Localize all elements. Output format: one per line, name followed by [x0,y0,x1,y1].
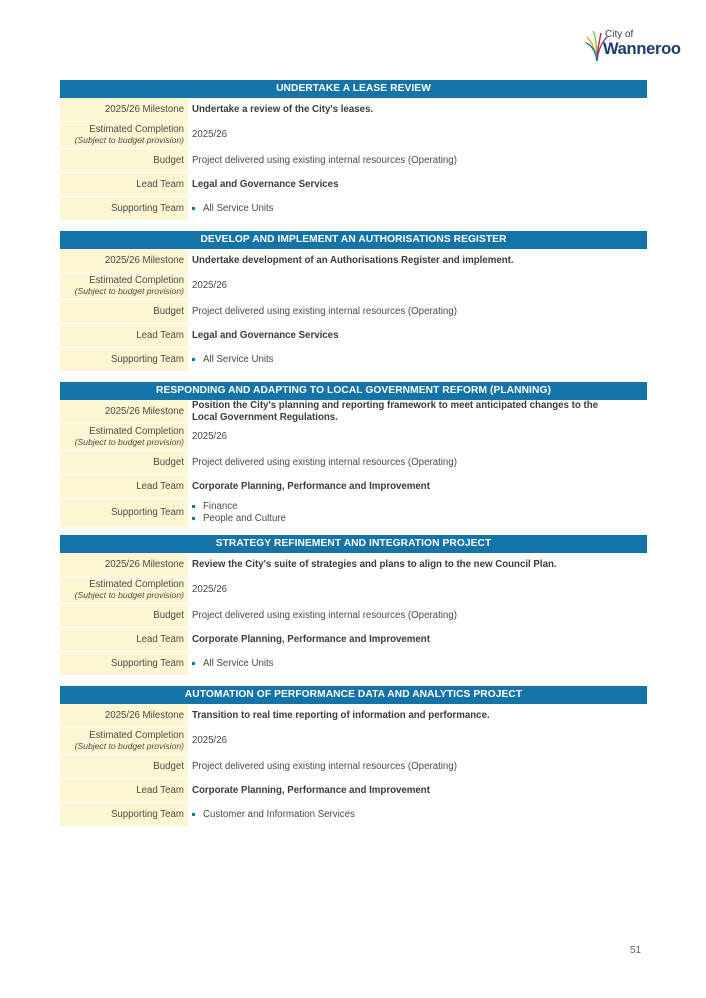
lead-label: Lead Team [60,779,188,802]
milestone-value: Undertake development of an Authorisations Register and implement. [192,254,514,266]
completion-row [60,273,647,300]
budget-row [60,755,647,779]
completion-value: 2025/26 [192,280,228,292]
completion-row [60,577,647,604]
budget-label: Budget [60,604,188,627]
supporting-item: All Service Units [192,658,274,670]
budget-label: Budget [60,451,188,474]
milestone-label: 2025/26 Milestone [60,249,188,272]
lead-label: Lead Team [60,173,188,196]
completion-row [60,728,647,755]
supporting-label: Supporting Team [60,803,188,826]
completion-label-text: Estimated Completion [89,729,184,741]
budget-value: Project delivered using existing internal resources (Operating) [192,154,457,166]
supporting-list [188,501,286,525]
completion-label [60,728,188,754]
lead-row [60,628,647,652]
budget-row [60,300,647,324]
budget-value: Project delivered using existing internal resources (Operating) [192,609,457,621]
lead-row [60,475,647,499]
section-title: UNDERTAKE A LEASE REVIEW [60,80,647,98]
lead-row [60,779,647,803]
supporting-list [188,354,274,366]
budget-value: Project delivered using existing internal resources (Operating) [192,760,457,772]
milestone-value: Review the City's suite of strategies and plans to align to the new Council Plan. [192,558,557,570]
project-section [60,535,647,676]
completion-row [60,424,647,451]
completion-value: 2025/26 [192,735,228,747]
completion-label-text: Estimated Completion [89,578,184,590]
supporting-label: Supporting Team [60,499,188,527]
lead-row [60,173,647,197]
lead-value: Corporate Planning, Performance and Improvement [192,480,430,492]
supporting-row [60,499,647,528]
supporting-item: Customer and Information Services [192,809,355,821]
project-section [60,231,647,372]
section-title: AUTOMATION OF PERFORMANCE DATA AND ANALYTICS PROJECT [60,686,647,704]
lead-label: Lead Team [60,324,188,347]
lead-value: Legal and Governance Services [192,329,339,341]
budget-label: Budget [60,300,188,323]
section-title: RESPONDING AND ADAPTING TO LOCAL GOVERNMENT REFORM (PLANNING) [60,382,647,400]
lead-value: Corporate Planning, Performance and Improvement [192,633,430,645]
budget-row [60,451,647,475]
milestone-row [60,249,647,273]
logo-city-text: City of [605,29,634,40]
page-number: 51 [630,945,642,956]
completion-label-sub: (Subject to budget provision) [74,741,184,751]
completion-label-text: Estimated Completion [89,425,184,437]
completion-label [60,273,188,299]
supporting-item: People and Culture [192,513,286,525]
project-section [60,80,647,221]
budget-row [60,604,647,628]
completion-label-text: Estimated Completion [89,274,184,286]
lead-row [60,324,647,348]
budget-label: Budget [60,149,188,172]
budget-value: Project delivered using existing internal resources (Operating) [192,305,457,317]
supporting-label: Supporting Team [60,652,188,675]
completion-row [60,122,647,149]
supporting-item: All Service Units [192,203,274,215]
milestone-row [60,704,647,728]
completion-label [60,577,188,603]
lead-value: Legal and Governance Services [192,178,339,190]
supporting-label: Supporting Team [60,197,188,220]
logo-name-text: Wanneroo [603,40,681,58]
completion-label-sub: (Subject to budget provision) [74,437,184,447]
lead-value: Corporate Planning, Performance and Improvement [192,784,430,796]
milestone-label: 2025/26 Milestone [60,553,188,576]
lead-label: Lead Team [60,475,188,498]
section-title: DEVELOP AND IMPLEMENT AN AUTHORISATIONS REGISTER [60,231,647,249]
supporting-list [188,203,274,215]
completion-label-sub: (Subject to budget provision) [74,590,184,600]
completion-value: 2025/26 [192,129,228,141]
completion-label-sub: (Subject to budget provision) [74,286,184,296]
completion-label [60,424,188,450]
milestone-label: 2025/26 Milestone [60,704,188,727]
supporting-row [60,197,647,221]
milestone-row [60,553,647,577]
completion-value: 2025/26 [192,584,228,596]
milestone-row [60,98,647,122]
section-title: STRATEGY REFINEMENT AND INTEGRATION PROJECT [60,535,647,553]
milestone-value: Position the City's planning and reporting framework to meet anticipated changes to the Local Government Regulations. [192,400,598,423]
milestone-label: 2025/26 Milestone [60,98,188,121]
milestone-value: Transition to real time reporting of information and performance. [192,709,490,721]
supporting-row [60,652,647,676]
project-section [60,686,647,827]
supporting-item: Finance [192,501,286,513]
supporting-item: All Service Units [192,354,274,366]
supporting-label: Supporting Team [60,348,188,371]
lead-label: Lead Team [60,628,188,651]
completion-label-text: Estimated Completion [89,123,184,135]
milestone-row [60,400,647,424]
budget-value: Project delivered using existing internal resources (Operating) [192,456,457,468]
budget-label: Budget [60,755,188,778]
project-section [60,382,647,528]
supporting-list [188,809,355,821]
milestone-value: Undertake a review of the City's leases. [192,103,374,115]
budget-row [60,149,647,173]
completion-value: 2025/26 [192,431,228,443]
supporting-row [60,803,647,827]
completion-label-sub: (Subject to budget provision) [74,135,184,145]
completion-label [60,122,188,148]
supporting-list [188,658,274,670]
supporting-row [60,348,647,372]
city-logo [585,27,681,63]
milestone-label: 2025/26 Milestone [60,400,188,423]
